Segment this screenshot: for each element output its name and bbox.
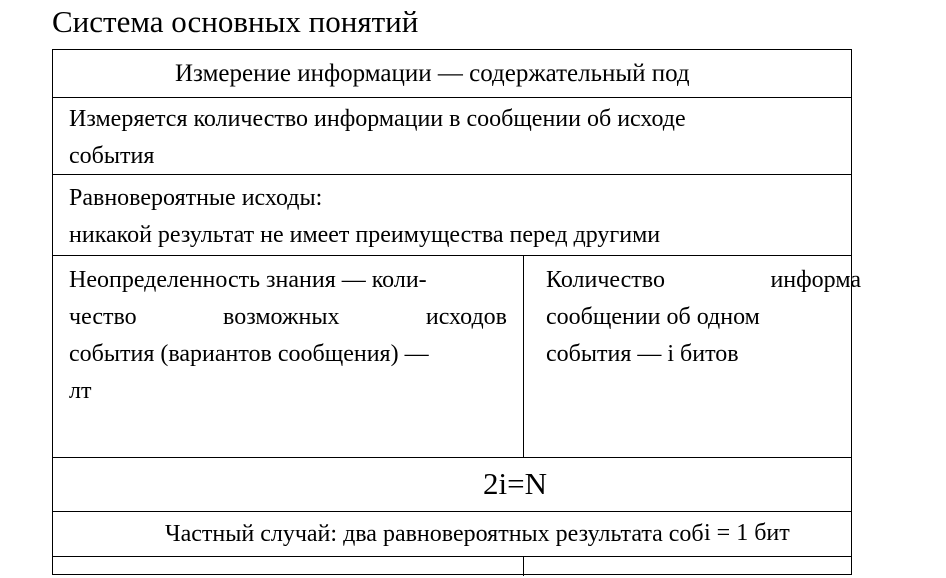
row3-left-cell — [69, 256, 507, 457]
page-title: Система основных понятий — [52, 4, 419, 39]
column-divider — [523, 557, 524, 576]
table-row — [53, 98, 851, 175]
row2-cell — [69, 175, 869, 255]
word-1: чество — [69, 304, 137, 330]
last-right-cell: i = 1 бит — [704, 520, 790, 546]
row1-cell — [69, 98, 869, 174]
row3-right-line3: события — i битов — [546, 341, 739, 367]
word-3: исходов — [425, 304, 507, 330]
last-left-cell — [69, 557, 507, 576]
table-header-cell — [53, 50, 851, 97]
row3-right-cell — [546, 256, 946, 457]
word-2: возможных — [223, 304, 340, 330]
formula-text: 2i=N — [483, 466, 547, 501]
formula-row — [53, 458, 851, 512]
row1-line1: Измеряется количество информации в сообщении об исходе — [69, 106, 686, 132]
table-row — [53, 256, 861, 458]
row3-left-line3: события (вариантов сообщения) — — [69, 341, 429, 367]
row3-right-line2: сообщении об одном — [546, 304, 760, 330]
special-case-text: Частный случай: два равновероятных результата соб — [165, 521, 704, 547]
table-row — [53, 557, 851, 576]
table-header-text: Измерение информации — содержательный под — [175, 60, 690, 87]
row1-line2: события — [69, 143, 155, 169]
formula-cell — [53, 458, 851, 511]
row2-line2: никакой результат не имеет преимущества перед другими — [69, 222, 661, 248]
table-row — [53, 175, 851, 256]
row3-left-line4: лт — [69, 378, 92, 404]
word-kolichestvo: Количество — [546, 267, 665, 293]
word-informa: информа — [770, 267, 861, 293]
row3-left-line1: Неопределенность знания — коли- — [69, 267, 427, 293]
row3-right-line1 — [546, 262, 861, 299]
column-divider — [523, 256, 524, 457]
concepts-table — [52, 49, 861, 575]
table-header-row — [53, 50, 851, 98]
row2-line1: Равновероятные исходы: — [69, 185, 323, 211]
row3-left-line2 — [69, 299, 507, 336]
